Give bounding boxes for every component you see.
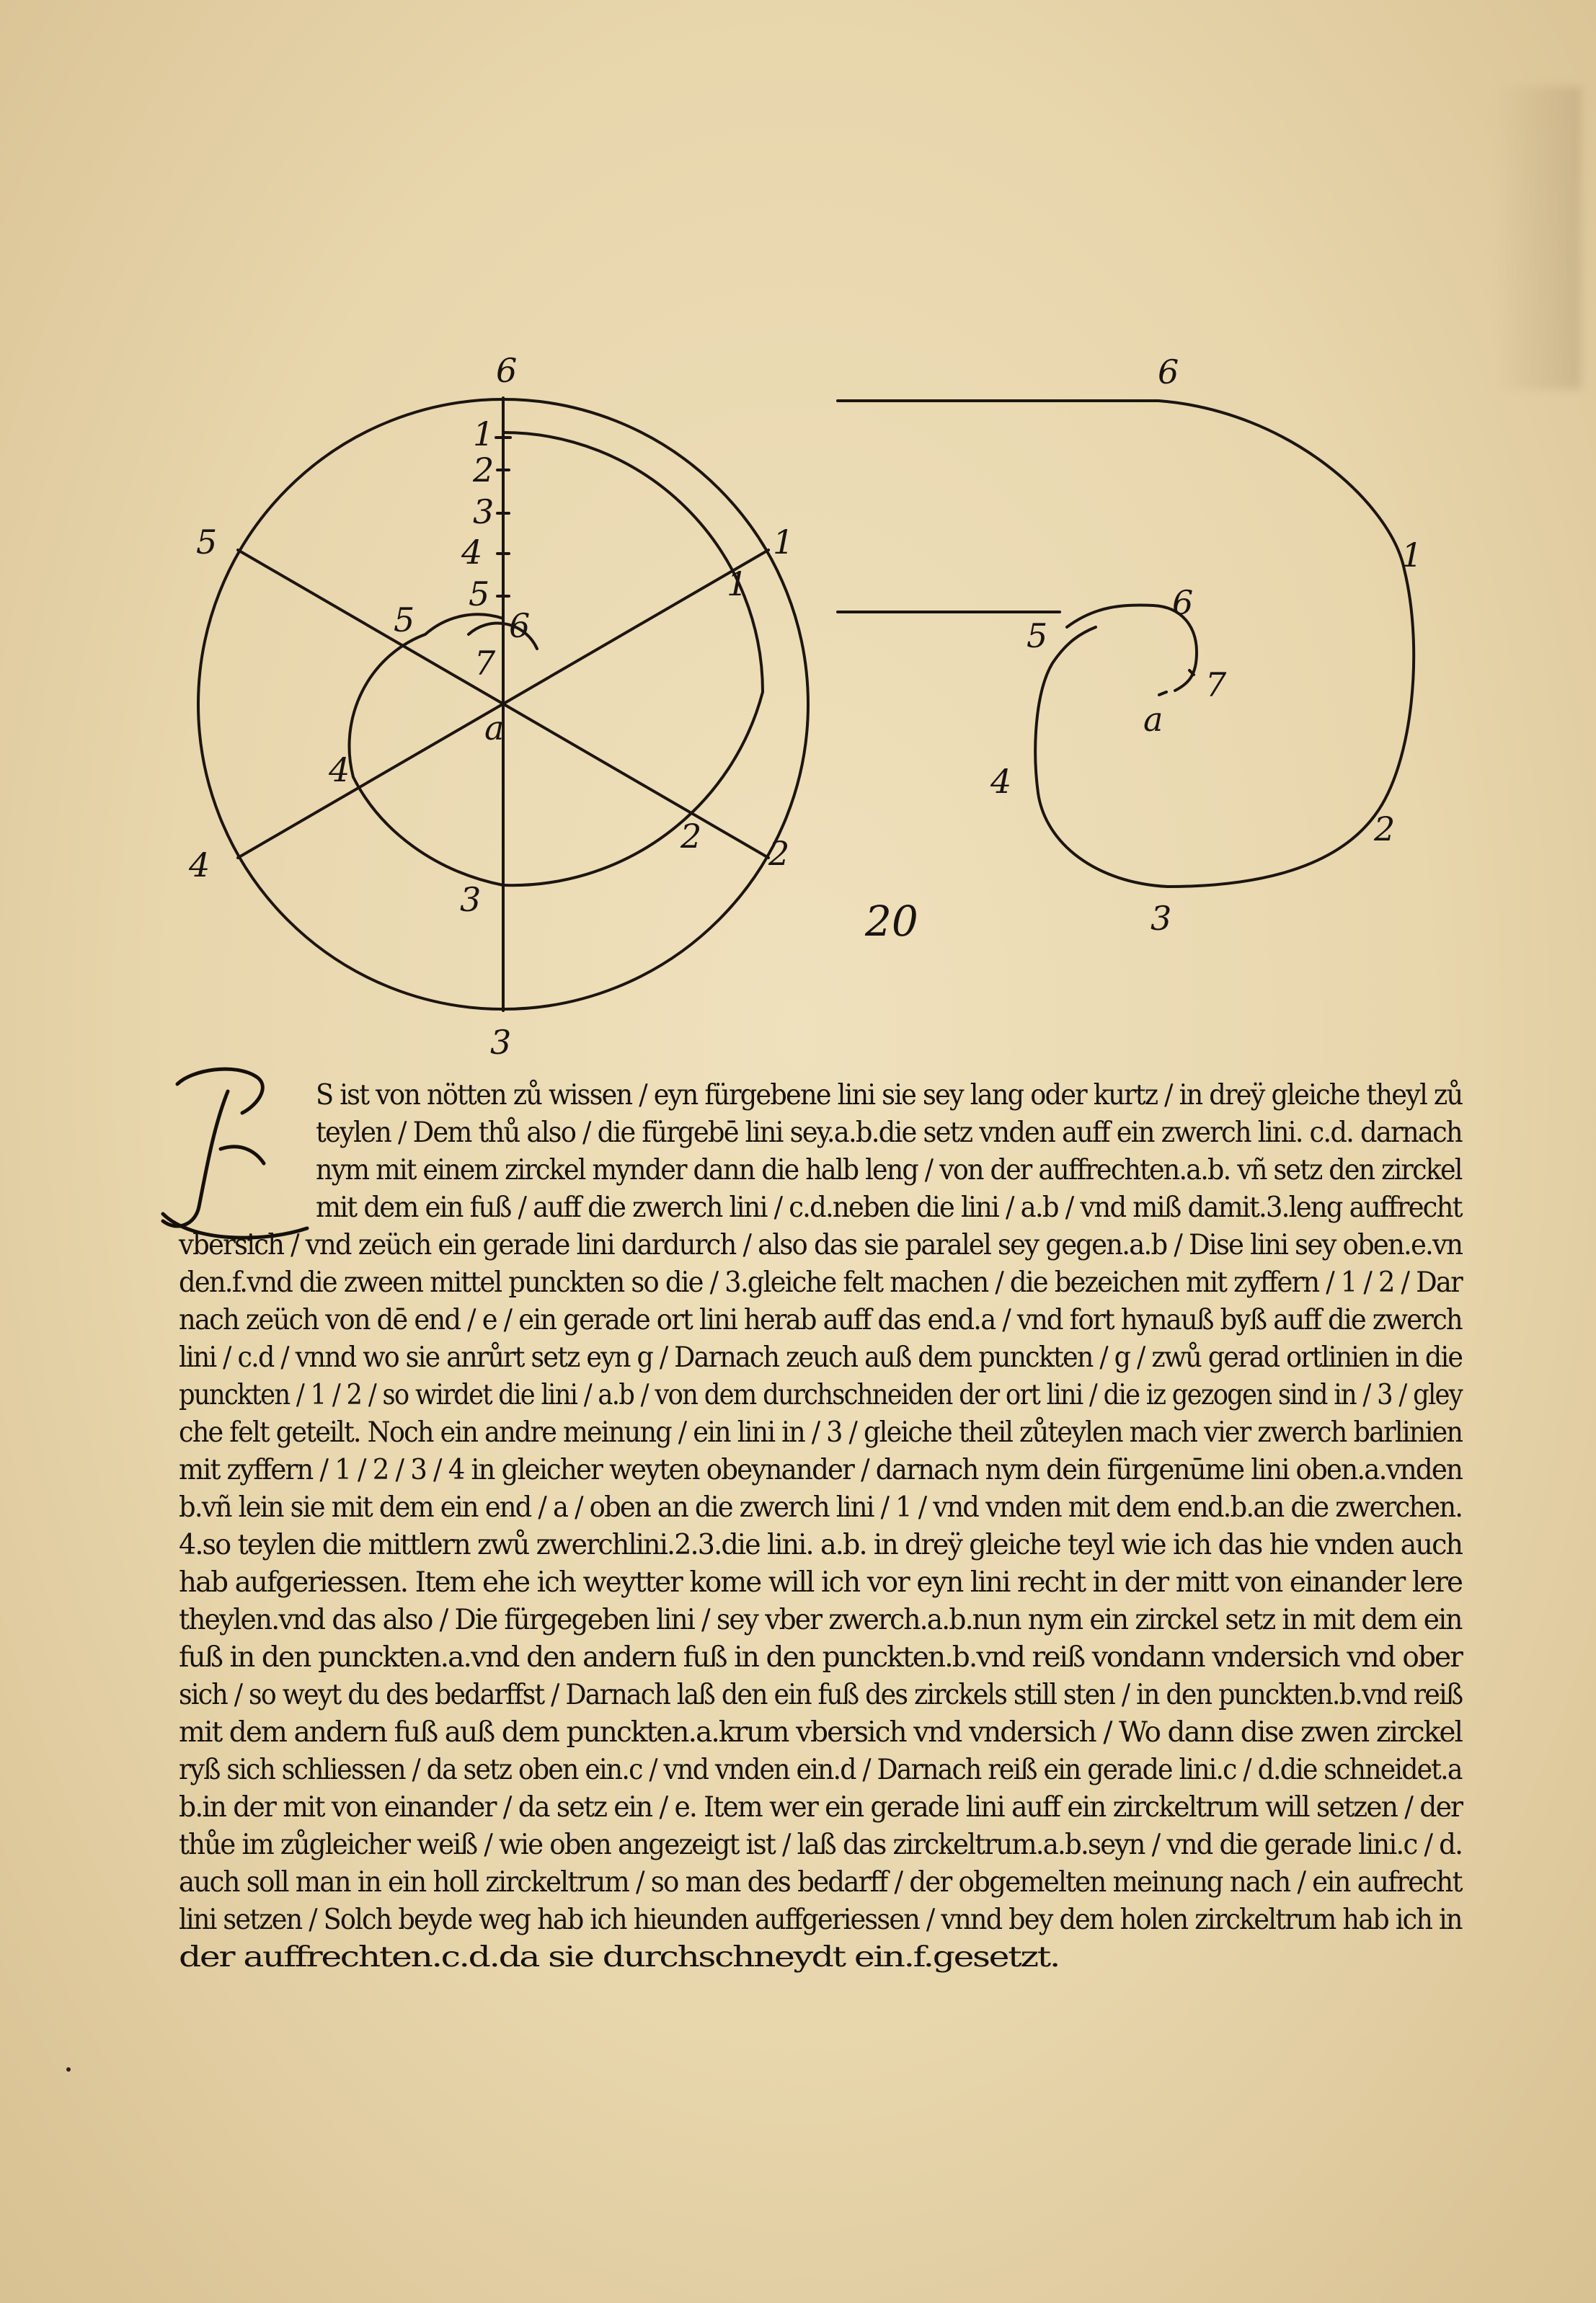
label-spiral-3: 3 [1151, 899, 1172, 938]
spiral-arc-medium [353, 777, 503, 885]
figure-drawing [0, 0, 1596, 1067]
text-line-9: punckten / 1 / 2 / so wirdet die lini / a.b / von dem durchschneiden der ort lini / die iz gezogen sind in / 3 / gley [179, 1379, 1462, 1411]
stray-mark [66, 2067, 71, 2072]
text-line-13: 4.so teylen die mittlern zwů zwerchlini.2.3.die lini. a.b. in dreÿ gleiche teyl wie ich das hie vnden auch [179, 1529, 1463, 1561]
label-scale-4: 4 [461, 533, 483, 572]
text-line-14: hab aufgeriessen. Item ehe ich weytter kome will ich vor eyn lini recht in der mitt von einander lere [179, 1566, 1463, 1599]
text-line-2: teylen / Dem thů also / die fürgebē lini sey.a.b.die setz vnden auff ein zwerch lini. c.d. darnach [316, 1117, 1462, 1149]
label-top-6: 6 [496, 351, 518, 390]
label-inner-3: 3 [460, 880, 482, 919]
label-spiral-7: 7 [1205, 665, 1227, 704]
text-line-12: b.vñ lein sie mit dem ein end / a / oben an die zwerch lini / 1 / vnd vnden mit dem end.b.an die zwerchen. [179, 1491, 1463, 1524]
spiral-arc-large [503, 432, 763, 885]
label-scale-3: 3 [473, 492, 495, 531]
label-inner-6: 6 [509, 606, 531, 645]
spiral-arc-small [350, 614, 503, 777]
text-line-6: den.f.vnd die zween mittel punckten so die / 3.gleiche felt machen / die bezeichen mit zyffern / 1 / 2 / Dar [179, 1266, 1462, 1299]
figure-number: 20 [865, 897, 918, 946]
text-line-18: mit dem andern fuß auß dem punckten.a.krum vbersich vnd vndersich / Wo dann dise zwen zirckel [179, 1716, 1463, 1749]
label-spiral-5: 5 [1027, 616, 1048, 655]
text-line-20: b.in der mit von einander / da setz ein / e. Item wer ein gerade lini auff ein zirckeltrum will setzen / der [179, 1791, 1463, 1824]
decorated-initial [148, 1062, 314, 1250]
label-spiral-6: 6 [1158, 352, 1179, 391]
label-spiral-4: 4 [990, 762, 1012, 801]
text-line-22: auch soll man in ein holl zirckeltrum / so man des bedarff / der obgemelten meinung nach / ein aufrecht [179, 1866, 1462, 1899]
label-inner-5: 5 [394, 600, 415, 639]
text-line-24: der auffrechten.c.d.da sie durchschneydt ein.f.gesetzt. [179, 1941, 1060, 1974]
label-inner-7: 7 [474, 644, 496, 683]
text-line-11: mit zyffern / 1 / 2 / 3 / 4 in gleicher weyten obeynander / darnach nym dein fürgenūme lini oben.a.vnden [179, 1454, 1463, 1486]
text-line-4: mit dem ein fuß / auff die zwerch lini / c.d.neben die lini / a.b / vnd miß damit.3.leng auffrecht [316, 1192, 1462, 1224]
label-outer-5: 5 [196, 523, 218, 562]
text-line-7: nach zeüch von dē end / e / ein gerade ort lini herab auff das end.a / vnd fort hynauß byß auff die zwerch [179, 1304, 1462, 1336]
text-line-17: sich / so weyt du des bedarffst / Darnach laß den ein fuß des zirckels still sten / in den punckten.b.vnd reiß [179, 1679, 1463, 1711]
label-outer-2: 2 [768, 834, 790, 873]
text-line-23: lini setzen / Solch beyde weg hab ich hieunden auffgeriessen / vnnd bey dem holen zirckeltrum hab ich in [179, 1904, 1462, 1936]
label-outer-4: 4 [189, 846, 210, 884]
label-spiral-inner-6: 6 [1172, 583, 1194, 622]
label-bottom-3: 3 [490, 1023, 512, 1062]
body-text [179, 1078, 1462, 2044]
text-line-16: fuß in den punckten.a.vnd den andern fuß in den punckten.b.vnd reiß vondann vndersich vnd ober [179, 1641, 1463, 1674]
label-inner-1: 1 [727, 564, 748, 603]
text-line-5: vbersich / vnd zeüch ein gerade lini dardurch / also das sie paralel sey gegen.a.b / Dise lini sey oben.e.vn [179, 1229, 1463, 1261]
geometric-figure [0, 0, 1596, 1067]
initial-flourish [148, 1062, 314, 1250]
text-line-15: theylen.vnd das also / Die fürgegeben lini / sey vber zwerch.a.b.nun nym ein zirckel setz in mit dem ein [179, 1604, 1462, 1636]
label-outer-1: 1 [773, 523, 794, 562]
text-line-3: nym mit einem zirckel mynder dann die halb leng / von der auffrechten.a.b. vñ setz den zirckel [316, 1154, 1462, 1186]
label-spiral-a: a [1143, 700, 1163, 739]
label-inner-4: 4 [329, 750, 350, 789]
label-center-a: a [484, 709, 505, 747]
label-scale-2: 2 [473, 451, 495, 489]
label-spiral-2: 2 [1374, 809, 1396, 848]
text-line-19: ryß sich schliessen / da setz oben ein.c / vnd vnden ein.d / Darnach reiß ein gerade lini.c / d.die schneidet.a [179, 1754, 1462, 1786]
text-line [316, 1078, 1462, 1113]
label-scale-5: 5 [469, 574, 490, 613]
spiral-lower-arc [1035, 627, 1168, 887]
text-line-8: lini / c.d / vnnd wo sie anrůrt setz eyn g / Darnach zeuch auß dem punckten / g / zwů gerad ortlinien in die [179, 1341, 1463, 1374]
text-line-1: S ist von nötten zů wissen / eyn fürgebene lini sie sey lang oder kurtz / in dreÿ gleiche theyl zů [316, 1079, 1463, 1111]
label-spiral-1: 1 [1401, 536, 1423, 574]
label-inner-2: 2 [680, 817, 702, 856]
label-scale-1: 1 [473, 414, 495, 453]
text-line-10: che felt geteilt. Noch ein andre meinung / ein lini in / 3 / gleiche theil zůteylen mach vier zwerch barlinien [179, 1416, 1463, 1449]
text-line-21: thůe im zůgleicher weiß / wie oben angezeigt ist / laß das zirckeltrum.a.b.seyn / vnd die gerade lini.c / d. [179, 1829, 1463, 1861]
